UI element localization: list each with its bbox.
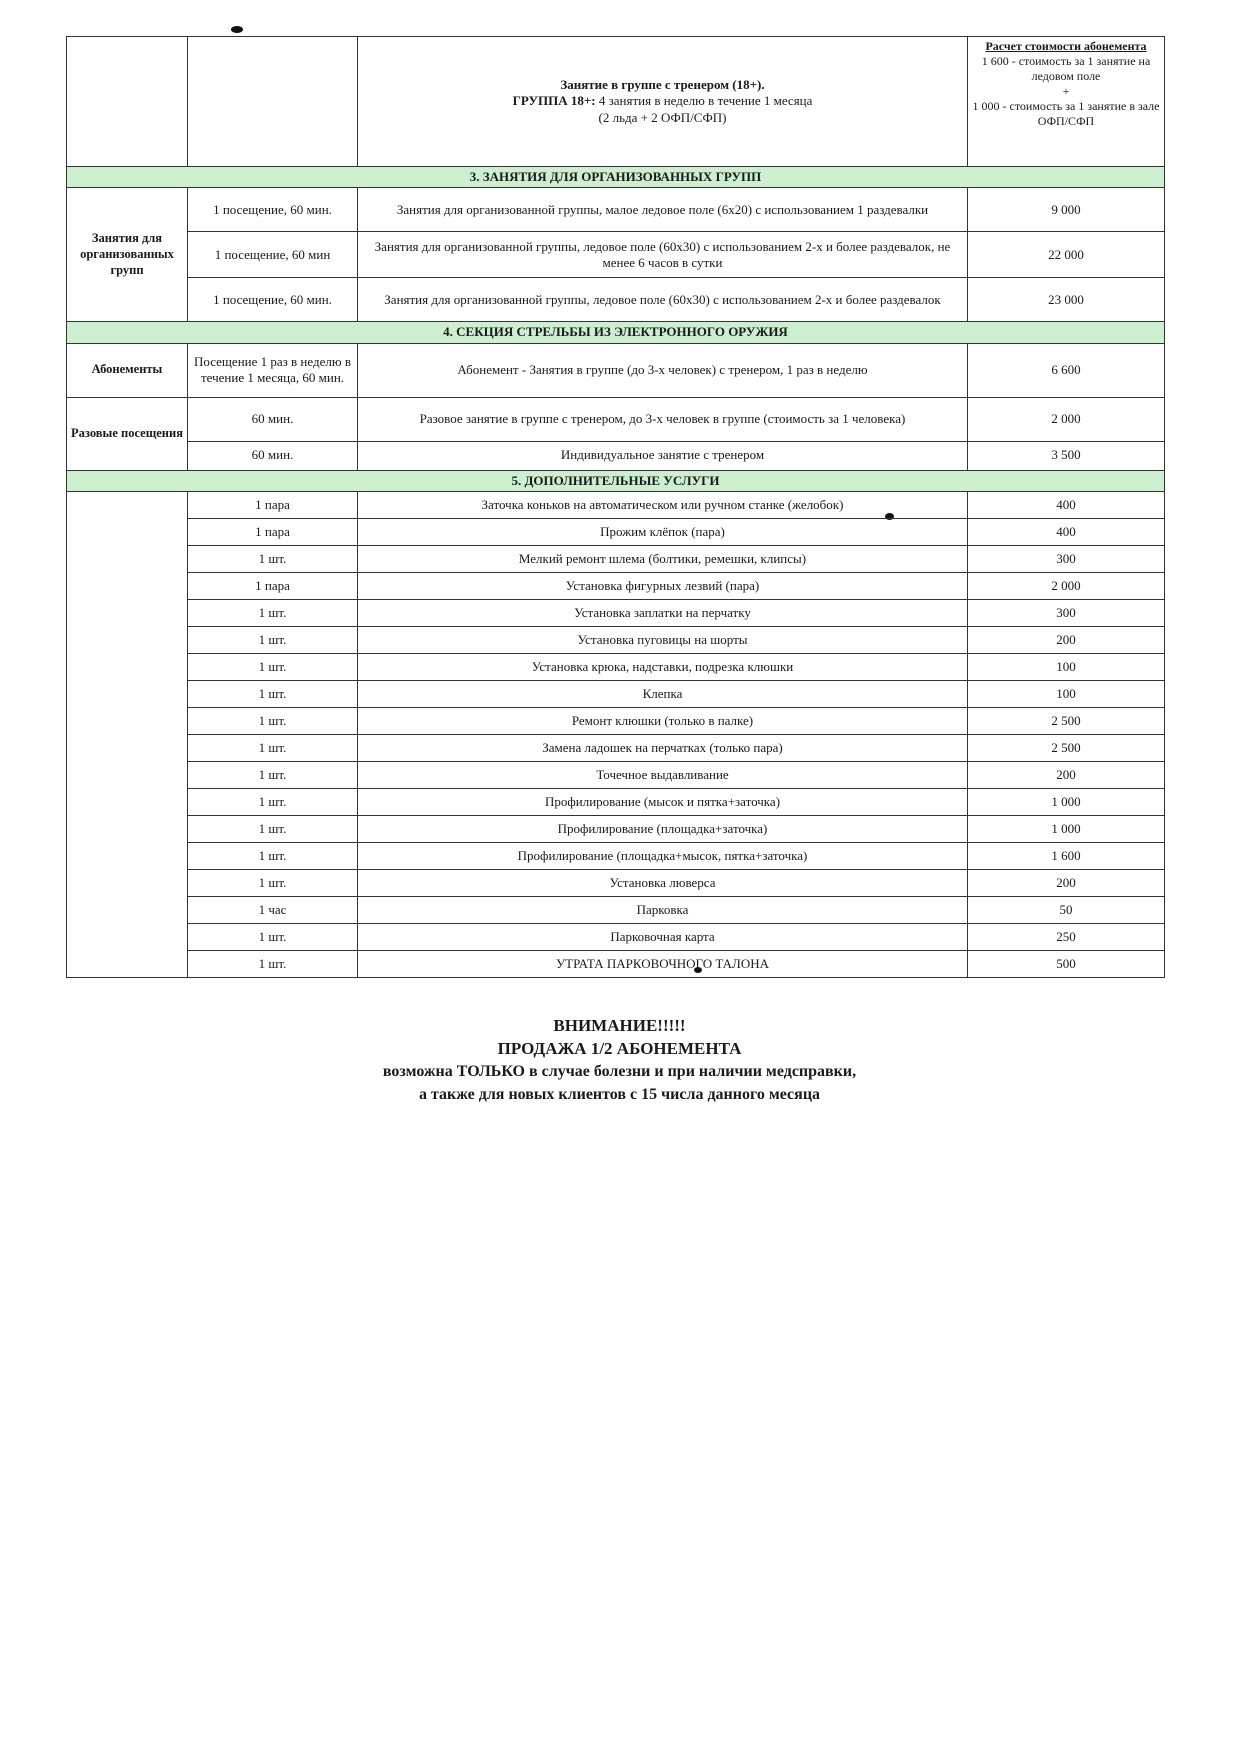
section-5-header bbox=[67, 470, 1165, 491]
group-18-label: ГРУППА 18+: bbox=[512, 93, 596, 109]
table-row bbox=[67, 815, 1165, 842]
service-name-cell: Занятия для организованной группы, малое ледовое поле (6х20) с использованием 1 раздевалки bbox=[358, 188, 968, 232]
unit-cell: 1 час bbox=[188, 896, 358, 923]
service-name-cell: Ремонт клюшки (только в палке) bbox=[358, 707, 968, 734]
table-row bbox=[67, 572, 1165, 599]
unit-cell: 1 пара bbox=[188, 491, 358, 518]
scan-speck bbox=[231, 26, 243, 33]
calc-plus: + bbox=[1062, 84, 1070, 98]
unit-cell: 1 шт. bbox=[188, 842, 358, 869]
service-name-cell: Профилирование (площадка+заточка) bbox=[358, 815, 968, 842]
category-cell: Абонементы bbox=[67, 343, 188, 397]
price-cell: 200 bbox=[968, 869, 1165, 896]
price-cell: 200 bbox=[968, 626, 1165, 653]
service-name-cell: Профилирование (мысок и пятка+заточка) bbox=[358, 788, 968, 815]
price-cell: 500 bbox=[968, 950, 1165, 977]
unit-cell: 1 посещение, 60 мин bbox=[188, 232, 358, 278]
notice-block bbox=[0, 1014, 1239, 1106]
price-cell: 1 000 bbox=[968, 788, 1165, 815]
unit-cell: 60 мин. bbox=[188, 441, 358, 470]
price-cell: 200 bbox=[968, 761, 1165, 788]
price-cell: 400 bbox=[968, 491, 1165, 518]
unit-cell: 1 шт. bbox=[188, 626, 358, 653]
unit-cell: 1 шт. bbox=[188, 788, 358, 815]
table-row bbox=[67, 653, 1165, 680]
service-name-cell: Мелкий ремонт шлема (болтики, ремешки, клипсы) bbox=[358, 545, 968, 572]
service-name-cell: Профилирование (площадка+мысок, пятка+заточка) bbox=[358, 842, 968, 869]
table-row bbox=[67, 869, 1165, 896]
unit-cell: 1 шт. bbox=[188, 923, 358, 950]
unit-cell: 1 посещение, 60 мин. bbox=[188, 188, 358, 232]
notice-half-subscription: ПРОДАЖА 1/2 АБОНЕМЕНТА bbox=[497, 1039, 742, 1058]
category-cell: Разовые посещения bbox=[67, 397, 188, 470]
price-cell: 2 000 bbox=[968, 572, 1165, 599]
service-name-cell: Индивидуальное занятие с тренером bbox=[358, 441, 968, 470]
service-name-cell: Установка крюка, надставки, подрезка клюшки bbox=[358, 653, 968, 680]
service-name-cell: УТРАТА ПАРКОВОЧНОГО ТАЛОНА bbox=[358, 950, 968, 977]
table-row bbox=[67, 680, 1165, 707]
group-18-title: Занятие в группе с тренером (18+). bbox=[560, 77, 765, 93]
table-row bbox=[67, 397, 1165, 441]
price-cell: 3 500 bbox=[968, 441, 1165, 470]
service-name-cell: Замена ладошек на перчатках (только пара) bbox=[358, 734, 968, 761]
price-cell: 2 500 bbox=[968, 707, 1165, 734]
service-name-cell: Прожим клёпок (пара) bbox=[358, 518, 968, 545]
table-row bbox=[67, 626, 1165, 653]
unit-cell: 1 пара bbox=[188, 518, 358, 545]
table-row bbox=[67, 599, 1165, 626]
table-row bbox=[67, 545, 1165, 572]
unit-cell: 1 шт. bbox=[188, 869, 358, 896]
table-row bbox=[67, 896, 1165, 923]
empty-cell bbox=[188, 37, 358, 167]
service-name-cell: Занятия для организованной группы, ледовое поле (60х30) с использованием 2-х и более раздевалок bbox=[358, 278, 968, 322]
unit-cell: 1 шт. bbox=[188, 545, 358, 572]
price-cell: 250 bbox=[968, 923, 1165, 950]
empty-cell bbox=[67, 37, 188, 167]
unit-cell: 1 шт. bbox=[188, 950, 358, 977]
calc-cell bbox=[968, 37, 1165, 167]
calc-line2: 1 000 - стоимость за 1 занятие в зале ОФП/СФП bbox=[972, 99, 1160, 128]
category-cell: Занятия для организованных групп bbox=[67, 188, 188, 322]
service-name-cell: Абонемент - Занятия в группе (до 3-х человек) с тренером, 1 раз в неделю bbox=[358, 343, 968, 397]
price-cell: 300 bbox=[968, 599, 1165, 626]
service-name-cell: Установка фигурных лезвий (пара) bbox=[358, 572, 968, 599]
notice-condition: возможна ТОЛЬКО в случае болезни и при наличии медсправки, bbox=[382, 1063, 857, 1080]
empty-category-cell bbox=[67, 491, 188, 977]
price-cell: 9 000 bbox=[968, 188, 1165, 232]
service-name-cell: Парковочная карта bbox=[358, 923, 968, 950]
section-title: 3. ЗАНЯТИЯ ДЛЯ ОРГАНИЗОВАННЫХ ГРУПП bbox=[67, 167, 1165, 188]
price-table-body bbox=[67, 37, 1165, 978]
price-cell: 300 bbox=[968, 545, 1165, 572]
price-cell: 2 000 bbox=[968, 397, 1165, 441]
notice-new-clients: а также для новых клиентов с 15 числа данного месяца bbox=[418, 1086, 821, 1103]
unit-cell: 1 шт. bbox=[188, 599, 358, 626]
table-row bbox=[67, 343, 1165, 397]
table-row bbox=[67, 734, 1165, 761]
unit-cell: 1 шт. bbox=[188, 761, 358, 788]
table-row bbox=[67, 491, 1165, 518]
unit-cell: 1 пара bbox=[188, 572, 358, 599]
service-name-cell: Установка заплатки на перчатку bbox=[358, 599, 968, 626]
service-name-cell: Точечное выдавливание bbox=[358, 761, 968, 788]
unit-cell: 1 шт. bbox=[188, 707, 358, 734]
table-row bbox=[67, 842, 1165, 869]
table-row bbox=[67, 923, 1165, 950]
table-row bbox=[67, 950, 1165, 977]
unit-cell: 1 посещение, 60 мин. bbox=[188, 278, 358, 322]
table-row bbox=[67, 518, 1165, 545]
service-name-cell: Установка люверса bbox=[358, 869, 968, 896]
table-row bbox=[67, 232, 1165, 278]
unit-cell: 1 шт. bbox=[188, 734, 358, 761]
notice-attention: ВНИМАНИЕ!!!!! bbox=[553, 1016, 686, 1035]
group-18-schedule bbox=[362, 93, 963, 109]
calc-line1: 1 600 - стоимость за 1 занятие на ледовом поле bbox=[981, 54, 1151, 83]
service-name-cell: Клепка bbox=[358, 680, 968, 707]
service-name-cell: Парковка bbox=[358, 896, 968, 923]
price-table bbox=[66, 36, 1165, 978]
price-cell: 6 600 bbox=[968, 343, 1165, 397]
calc-title: Расчет стоимости абонемента bbox=[985, 39, 1147, 53]
unit-cell: 1 шт. bbox=[188, 653, 358, 680]
group-18-text: 4 занятия в неделю в течение 1 месяца bbox=[598, 93, 813, 109]
service-name-cell: Заточка коньков на автоматическом или ручном станке (желобок) bbox=[358, 491, 968, 518]
section-title: 5. ДОПОЛНИТЕЛЬНЫЕ УСЛУГИ bbox=[67, 470, 1165, 491]
unit-cell: 1 шт. bbox=[188, 815, 358, 842]
group-18-row bbox=[67, 37, 1165, 167]
price-cell: 2 500 bbox=[968, 734, 1165, 761]
section-title: 4. СЕКЦИЯ СТРЕЛЬБЫ ИЗ ЭЛЕКТРОННОГО ОРУЖИЯ bbox=[67, 322, 1165, 343]
group-18-description bbox=[358, 37, 968, 167]
price-cell: 100 bbox=[968, 653, 1165, 680]
table-row bbox=[67, 188, 1165, 232]
unit-cell: 1 шт. bbox=[188, 680, 358, 707]
section-3-header bbox=[67, 167, 1165, 188]
price-cell: 1 000 bbox=[968, 815, 1165, 842]
unit-cell: Посещение 1 раз в неделю в течение 1 месяца, 60 мин. bbox=[188, 343, 358, 397]
table-row bbox=[67, 761, 1165, 788]
price-cell: 400 bbox=[968, 518, 1165, 545]
service-name-cell: Разовое занятие в группе с тренером, до 3-х человек в группе (стоимость за 1 человека) bbox=[358, 397, 968, 441]
price-cell: 22 000 bbox=[968, 232, 1165, 278]
table-row bbox=[67, 441, 1165, 470]
service-name-cell: Установка пуговицы на шорты bbox=[358, 626, 968, 653]
price-cell: 23 000 bbox=[968, 278, 1165, 322]
group-18-detail: (2 льда + 2 ОФП/СФП) bbox=[598, 109, 727, 125]
section-4-header bbox=[67, 322, 1165, 343]
price-cell: 1 600 bbox=[968, 842, 1165, 869]
table-row bbox=[67, 788, 1165, 815]
unit-cell: 60 мин. bbox=[188, 397, 358, 441]
price-cell: 100 bbox=[968, 680, 1165, 707]
table-row bbox=[67, 707, 1165, 734]
table-row bbox=[67, 278, 1165, 322]
price-cell: 50 bbox=[968, 896, 1165, 923]
service-name-cell: Занятия для организованной группы, ледовое поле (60х30) с использованием 2-х и более раздевалок, не менее 6 часов в сутки bbox=[358, 232, 968, 278]
